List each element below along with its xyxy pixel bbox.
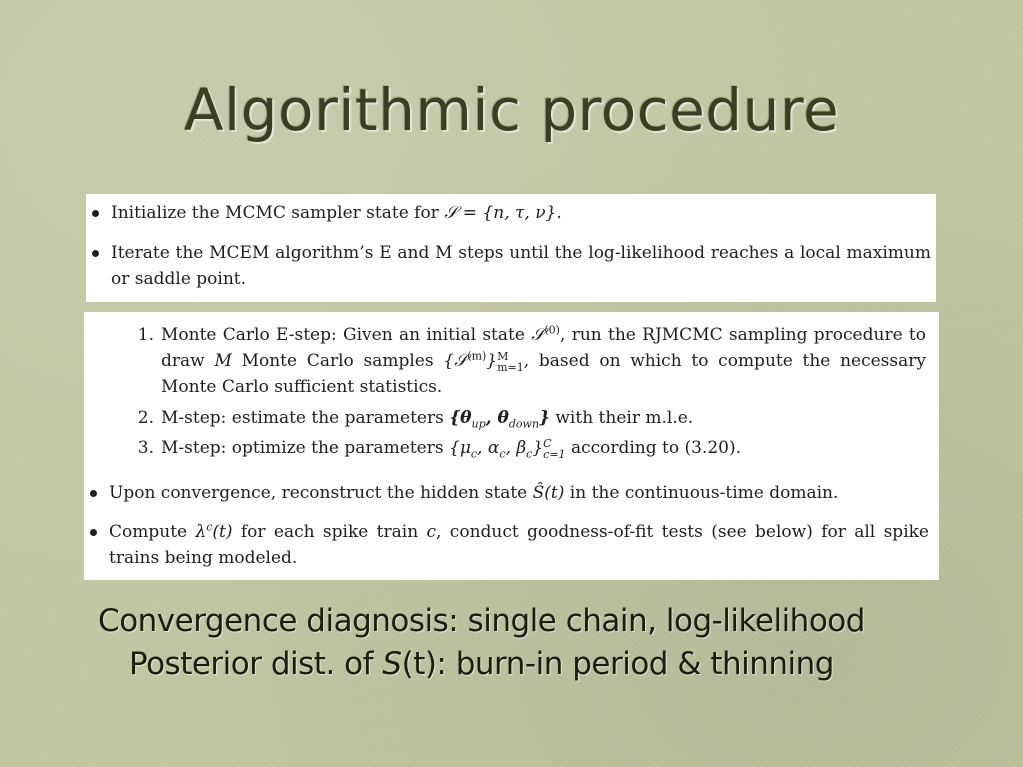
footer-line-1: Convergence diagnosis: single chain, log-likelihood [98,603,865,639]
bullet-box-bottom [84,312,939,580]
bullet-box-top [86,194,936,302]
slide-title: Algorithmic procedure [183,76,840,144]
step-2: 2. M-step: estimate the parameters {$\theta_{up}$, $\theta_{down}$} with their m.l.e. [137,408,694,431]
bullet-iterate: Iterate the MCEM algorithm’s E and M steps until the log-likelihood reaches a local maximum or saddle point. [86,240,931,292]
bullet-initialize: Initialize the MCMC sampler state for 𝒮 = {n, τ, ν}. [86,200,931,226]
bullet-dot [90,529,97,536]
step-1: 1. Monte Carlo E-step: Given an initial state 𝒮$^{(0)}$, run the RJMCMC sampling procedure to draw M Monte Carlo samples {𝒮$^{(m)}$} M m=1 , based on which to compute the necessary Monte Carlo sufficient statistics. [137,323,926,397]
bullet-dot [92,250,99,257]
bullet-dot [90,490,97,497]
bullet-dot [92,210,99,217]
footer-line-2: Posterior dist. of S(t): burn-in period & thinning [129,646,834,682]
math-state-set: 𝒮 = {n, τ, ν} [444,203,557,223]
bullet-compute: Compute $\lambda^c(t)$ for each spike train c, conduct goodness-of-fit tests (see below) for all spike trains being modeled. [84,519,929,571]
bullet-convergence: Upon convergence, reconstruct the hidden state Ŝ(t) in the continuous-time domain. [84,480,929,506]
step-3: 3. M-step: optimize the parameters {$\mu_c$, $\alpha_c$, $\beta_c$} C c=1 according to (3.20). [137,436,742,461]
